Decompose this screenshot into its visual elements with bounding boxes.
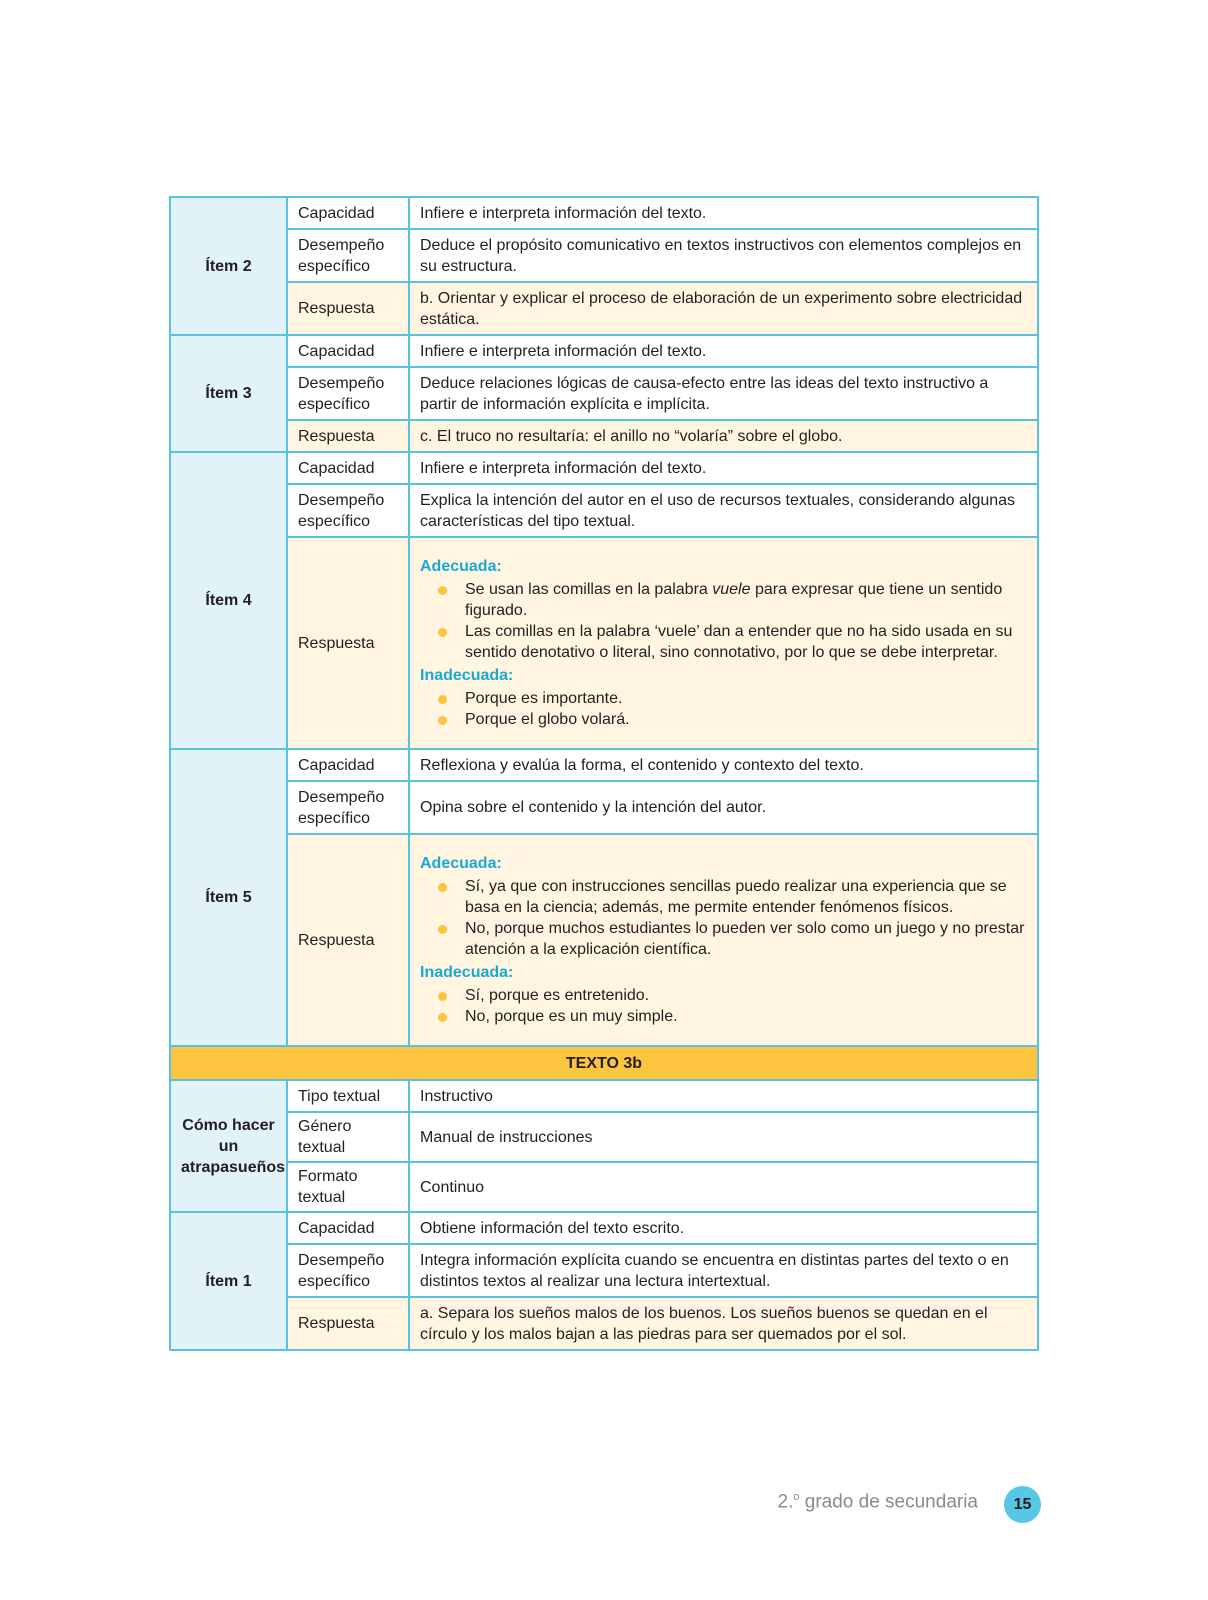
row-label: Género textual xyxy=(287,1112,409,1162)
row-label: Respuesta xyxy=(287,834,409,1046)
table-row xyxy=(170,1162,1038,1212)
item-4-label: Ítem 4 xyxy=(170,452,287,749)
row-label: Desempeño específico xyxy=(287,229,409,282)
list-item: Porque el globo volará. xyxy=(465,709,1027,730)
table-row xyxy=(170,749,1038,781)
section-band: TEXTO 3b xyxy=(170,1046,1038,1080)
row-label: Respuesta xyxy=(287,537,409,749)
item-1-label: Ítem 1 xyxy=(170,1212,287,1350)
row-label: Capacidad xyxy=(287,197,409,229)
text-title: Cómo hacer un atrapasueños xyxy=(170,1080,287,1212)
row-text: Infiere e interpreta información del texto. xyxy=(409,197,1038,229)
row-label: Tipo textual xyxy=(287,1080,409,1112)
table-row xyxy=(170,1112,1038,1162)
list-item-text: Se usan las comillas en la palabra xyxy=(465,581,713,598)
row-label: Desempeño específico xyxy=(287,781,409,834)
row-text: Instructivo xyxy=(409,1080,1038,1112)
answer-block xyxy=(409,834,1038,1046)
answer-text: c. El truco no resultaría: el anillo no “volaría” sobre el globo. xyxy=(409,420,1038,452)
row-text: Explica la intención del autor en el uso de recursos textuales, considerando algunas características del tipo textual. xyxy=(409,484,1038,537)
list-item xyxy=(465,579,1027,621)
grade-number: 2. xyxy=(777,1491,794,1513)
row-text: Infiere e interpreta información del texto. xyxy=(409,452,1038,484)
row-text: Deduce relaciones lógicas de causa-efecto entre las ideas del texto instructivo a partir de información explícita e implícita. xyxy=(409,367,1038,420)
adecuada-list xyxy=(420,876,1027,960)
list-item: Sí, porque es entretenido. xyxy=(465,985,1027,1006)
page-footer xyxy=(778,1491,979,1513)
table-row xyxy=(170,781,1038,834)
list-item: No, porque muchos estudiantes lo pueden ver solo como un juego y no prestar atención a la explicación científica. xyxy=(465,918,1027,960)
item-3-label: Ítem 3 xyxy=(170,335,287,452)
table-row xyxy=(170,1244,1038,1297)
answer-text: a. Separa los sueños malos de los buenos. Los sueños buenos se quedan en el círculo y los malos bajan a las piedras para ser quemados por el sol. xyxy=(409,1297,1038,1350)
row-text: Reflexiona y evalúa la forma, el contenido y contexto del texto. xyxy=(409,749,1038,781)
row-label: Desempeño específico xyxy=(287,484,409,537)
table-row xyxy=(170,1046,1038,1080)
page-number-badge: 15 xyxy=(1004,1486,1041,1523)
emphasized-word: vuele xyxy=(712,581,751,598)
row-text: Infiere e interpreta información del texto. xyxy=(409,335,1038,367)
inadecuada-heading: Inadecuada: xyxy=(420,964,514,981)
answer-key-table xyxy=(169,196,1039,1351)
table-row xyxy=(170,282,1038,335)
row-label: Capacidad xyxy=(287,335,409,367)
item-2-label: Ítem 2 xyxy=(170,197,287,335)
list-item: Porque es importante. xyxy=(465,688,1027,709)
row-text: Continuo xyxy=(409,1162,1038,1212)
list-item: No, porque es un muy simple. xyxy=(465,1006,1027,1027)
row-label: Desempeño específico xyxy=(287,367,409,420)
row-label: Capacidad xyxy=(287,749,409,781)
table-row xyxy=(170,484,1038,537)
row-label: Respuesta xyxy=(287,1297,409,1350)
answer-block xyxy=(409,537,1038,749)
row-text: Deduce el propósito comunicativo en textos instructivos con elementos complejos en su estructura. xyxy=(409,229,1038,282)
table-row xyxy=(170,1080,1038,1112)
row-label: Capacidad xyxy=(287,1212,409,1244)
answer-text: b. Orientar y explicar el proceso de elaboración de un experimento sobre electricidad estática. xyxy=(409,282,1038,335)
row-label: Formato textual xyxy=(287,1162,409,1212)
table-row xyxy=(170,420,1038,452)
inadecuada-heading: Inadecuada: xyxy=(420,667,514,684)
row-text: Obtiene información del texto escrito. xyxy=(409,1212,1038,1244)
table-row xyxy=(170,537,1038,749)
inadecuada-list xyxy=(420,985,1027,1027)
row-label: Respuesta xyxy=(287,282,409,335)
grade-superscript: o xyxy=(793,1491,800,1503)
table-row xyxy=(170,367,1038,420)
table-row xyxy=(170,1297,1038,1350)
table-row xyxy=(170,229,1038,282)
table-row xyxy=(170,197,1038,229)
adecuada-heading: Adecuada: xyxy=(420,855,502,872)
table-row xyxy=(170,834,1038,1046)
row-text: Opina sobre el contenido y la intención del autor. xyxy=(409,781,1038,834)
row-label: Respuesta xyxy=(287,420,409,452)
row-label: Desempeño específico xyxy=(287,1244,409,1297)
adecuada-heading: Adecuada: xyxy=(420,558,502,575)
list-item: Sí, ya que con instrucciones sencillas puedo realizar una experiencia que se basa en la ciencia; además, me permite entender fenómenos físicos. xyxy=(465,876,1027,918)
table-row xyxy=(170,335,1038,367)
table-row xyxy=(170,452,1038,484)
list-item: Las comillas en la palabra ‘vuele’ dan a entender que no ha sido usada en su sentido denotativo o literal, sino connotativo, por lo que se debe interpretar. xyxy=(465,621,1027,663)
row-label: Capacidad xyxy=(287,452,409,484)
inadecuada-list xyxy=(420,688,1027,730)
list-item-text: para expresar que tiene un sentido figurado. xyxy=(465,581,1003,619)
item-5-label: Ítem 5 xyxy=(170,749,287,1046)
row-text: Manual de instrucciones xyxy=(409,1112,1038,1162)
table-row xyxy=(170,1212,1038,1244)
adecuada-list xyxy=(420,579,1027,663)
row-text: Integra información explícita cuando se encuentra en distintas partes del texto o en distintos textos al realizar una lectura intertextual. xyxy=(409,1244,1038,1297)
grade-text: grado de secundaria xyxy=(799,1491,978,1513)
